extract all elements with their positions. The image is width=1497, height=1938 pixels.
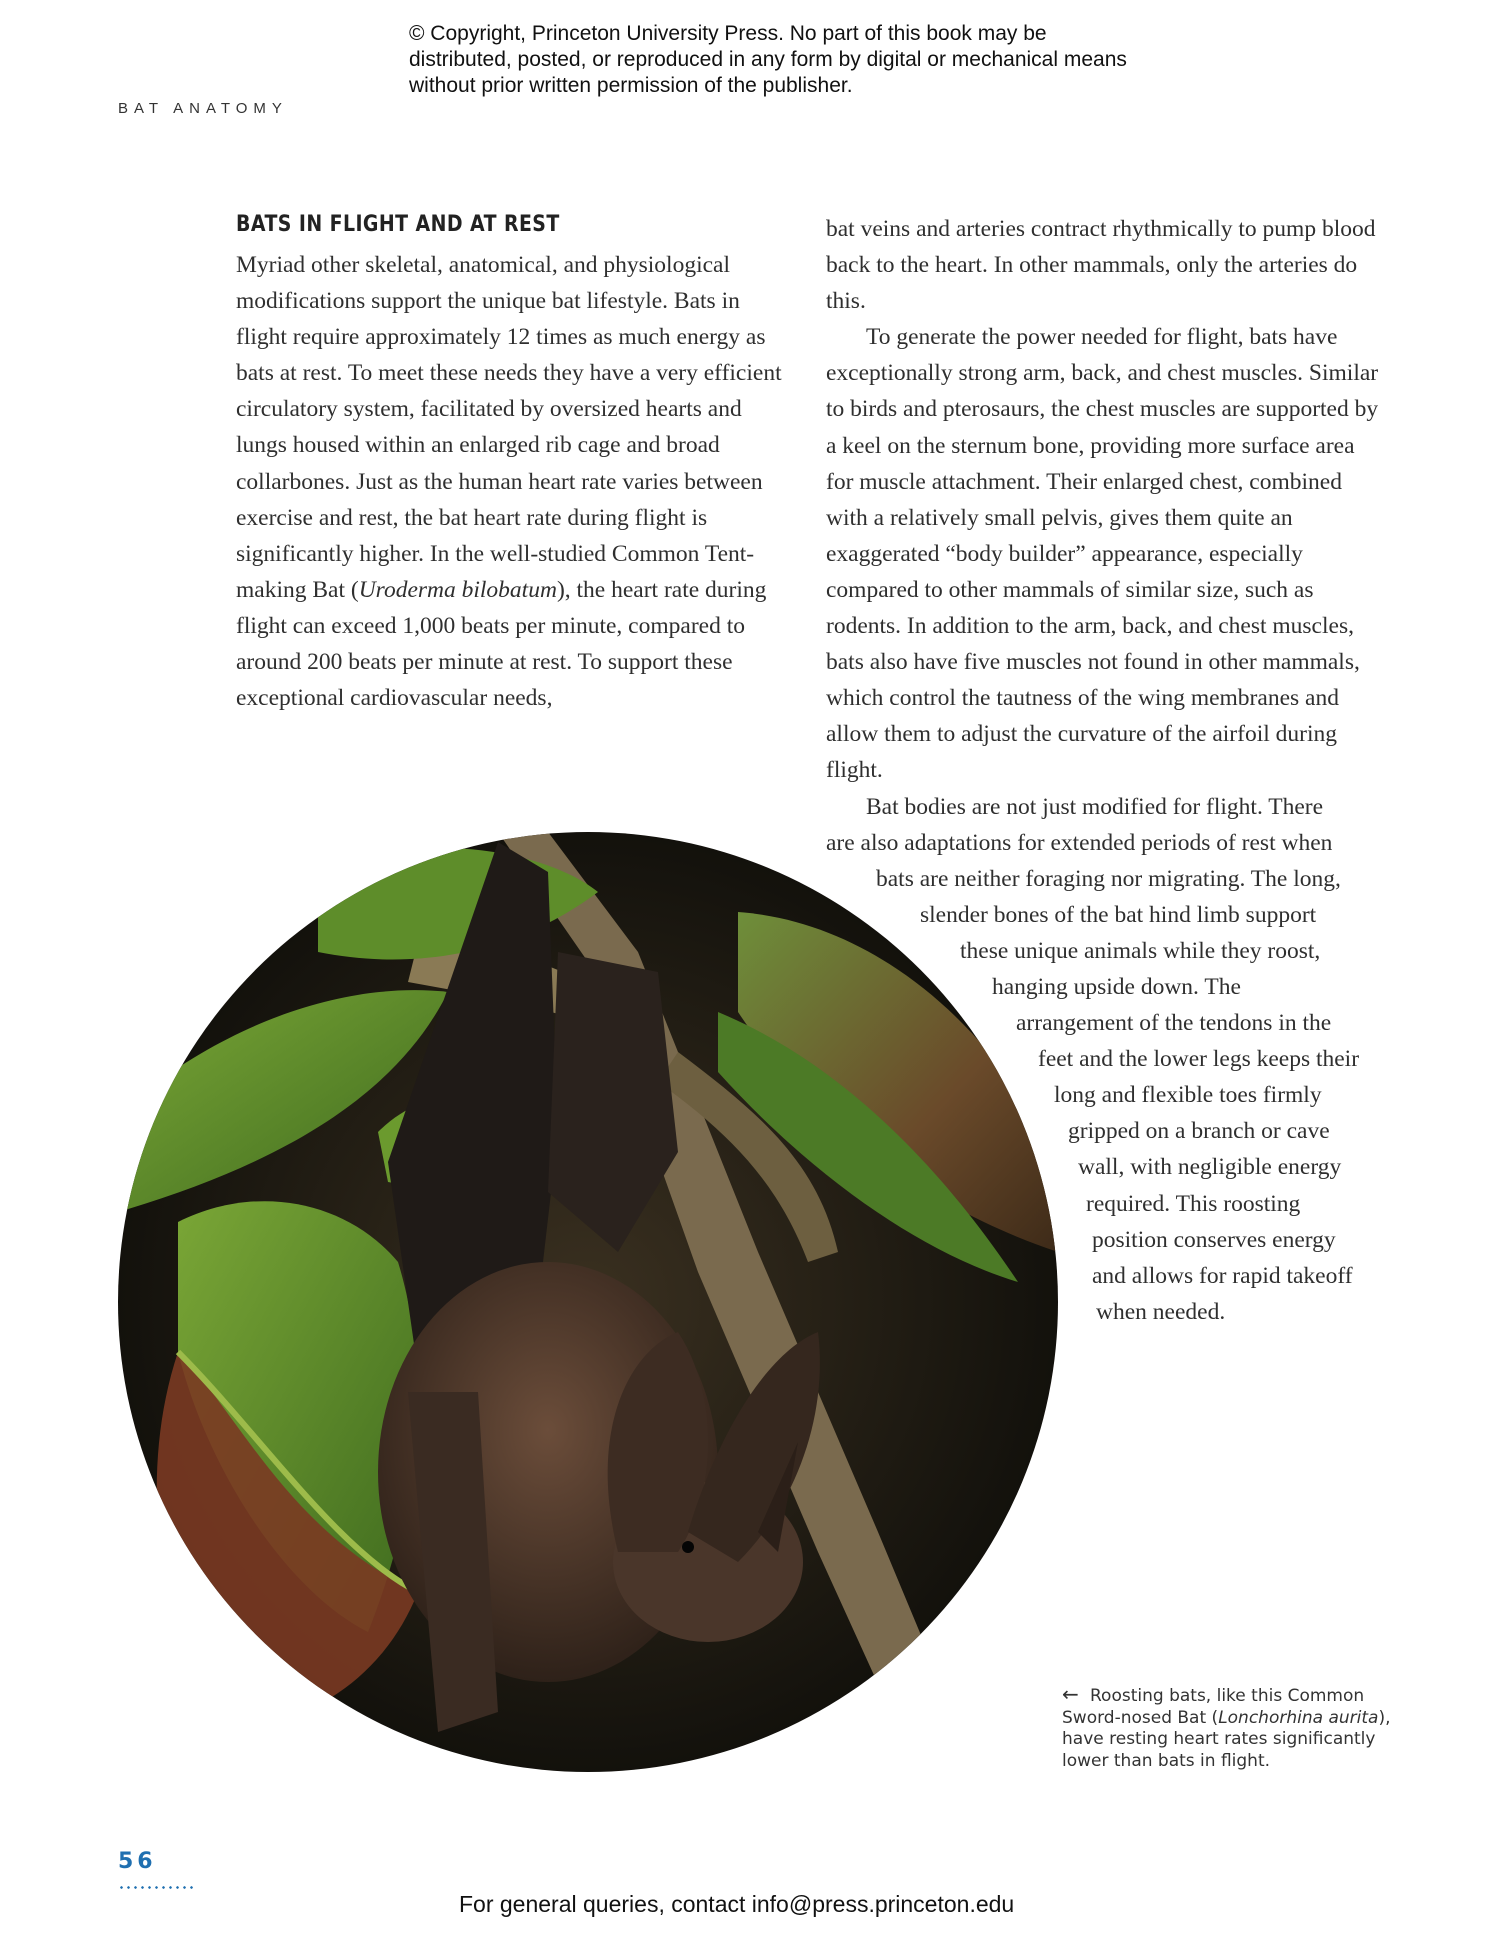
paragraph-3-line: slender bones of the bat hind limb support xyxy=(920,901,1317,928)
paragraph-2: To generate the power needed for flight, bats have exceptionally strong arm, back, and chest muscles. Similar to birds and pterosaurs, the chest muscles are supported by a keel on the sternum bone, providing more surface area for muscle attachment. Their enlarged chest, combined with a relatively small pelvis, gives them quite an exaggerated “body builder” appearance, especially compared to other mammals of similar size, such as rodents. In addition to the arm, back, and chest muscles, bats also have five muscles not found in other mammals, which control the tautness of the wing membranes and allow them to adjust the curvature of the airfoil during flight. xyxy=(826,324,1379,784)
caption-text-a: Roosting bats, like this Common Sword-nosed Bat ( xyxy=(1062,1686,1365,1728)
paragraph-3-line: arrangement of the tendons in the xyxy=(1016,1010,1332,1037)
paragraph-1-text-a: Myriad other skeletal, anatomical, and physiological modifications support the unique bat lifestyle. Bats in flight require approximately 12 times as much energy as bats at rest. To meet these needs they have a very efficient circulatory system, facilitated by oversized hearts and lungs housed within an enlarged rib cage and broad collarbones. Just as the human heart rate varies between exercise and rest, the bat heart rate during flight is significantly higher. In the well-studied Common Tent-making Bat ( xyxy=(236,252,782,603)
paragraph-3-line: when needed. xyxy=(1096,1298,1226,1325)
running-head: BAT ANATOMY xyxy=(118,100,288,117)
text-column-left xyxy=(236,247,796,716)
paragraph-3-line: these unique animals while they roost, xyxy=(960,937,1321,964)
footer-contact: For general queries, contact info@press.princeton.edu xyxy=(459,1891,1015,1917)
roosting-bat-photo xyxy=(118,832,1058,1772)
paragraph-3-line: feet and the lower legs keeps their xyxy=(1038,1046,1360,1073)
paragraph-3-line: are also adaptations for extended periods of rest when xyxy=(826,829,1333,856)
paragraph-3-line: hanging upside down. The xyxy=(992,973,1241,1000)
paragraph-3-line: position conserves energy xyxy=(1092,1226,1336,1253)
paragraph-3-line: required. This roosting xyxy=(1086,1190,1301,1217)
page-number: 56 xyxy=(118,1849,157,1874)
paragraph-3-line: gripped on a branch or cave xyxy=(1068,1118,1330,1145)
paragraph-3-line: bats are neither foraging nor migrating. The long, xyxy=(876,865,1341,892)
paragraph-1-start xyxy=(236,247,796,716)
paragraph-1-continued: bat veins and arteries contract rhythmically to pump blood back to the heart. In other mammals, only the arteries do this. xyxy=(826,216,1376,315)
species-name: Uroderma bilobatum xyxy=(358,576,557,603)
page-number-dots xyxy=(118,1886,196,1889)
section-heading: BATS IN FLIGHT AND AT REST xyxy=(236,212,560,237)
paragraph-3-line: wall, with negligible energy xyxy=(1078,1154,1342,1181)
paragraph-3-line: and allows for rapid takeoff xyxy=(1092,1262,1353,1289)
copyright-notice: © Copyright, Princeton University Press. No part of this book may be distributed, posted, or reproduced in any form by digital or mechanical means without prior written permission of the publisher. xyxy=(409,22,1127,97)
paragraph-3-line: long and flexible toes firmly xyxy=(1054,1082,1322,1109)
caption-species: Lonchorhina aurita xyxy=(1218,1707,1379,1728)
caption-text-b: ), have resting heart rates significantly lower than bats in flight. xyxy=(1062,1707,1391,1771)
photo-caption xyxy=(1062,1684,1402,1772)
paragraph-3-line: Bat bodies are not just modified for flight. There xyxy=(866,793,1324,820)
arrow-left-icon: ← xyxy=(1062,1682,1079,1706)
paragraph-1-text-b: ), the heart rate during flight can exceed 1,000 beats per minute, compared to around 200 beats per minute at rest. To support these exceptional cardiovascular needs, xyxy=(236,576,767,712)
